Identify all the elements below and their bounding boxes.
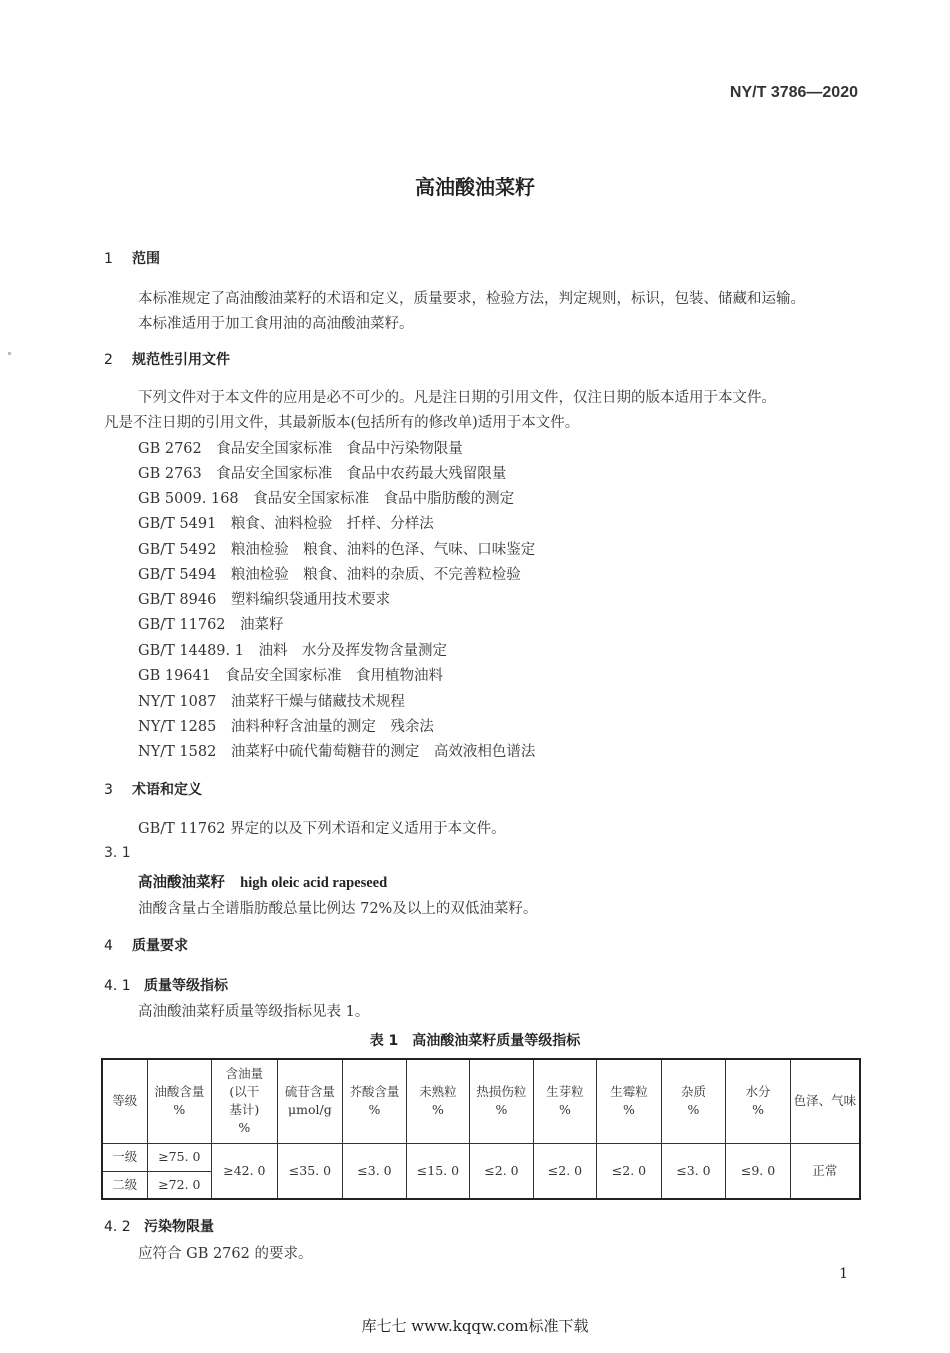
subsection-number: 3. 1: [104, 845, 131, 861]
cell-grade: 一级: [102, 1143, 147, 1171]
header-moldy: 生霉粒 %: [597, 1059, 662, 1143]
cell-immature: ≤15. 0: [406, 1143, 470, 1199]
reference-item: GB 2762 食品安全国家标准 食品中污染物限量: [138, 441, 463, 457]
header-oleic: 油酸含量 %: [147, 1059, 212, 1143]
cell-oleic: ≥75. 0: [147, 1143, 212, 1171]
section-number: 3: [104, 782, 113, 798]
subsection-number: 4. 1: [104, 978, 131, 994]
contaminant-paragraph: 应符合 GB 2762 的要求。: [138, 1246, 313, 1262]
section-4-heading: [104, 935, 188, 955]
header-glucosinolate: 硫苷含量 μmol/g: [277, 1059, 343, 1143]
reference-item: GB/T 5494 粮油检验 粮食、油料的杂质、不完善粒检验: [138, 567, 521, 583]
header-erucic: 芥酸含量 %: [343, 1059, 407, 1143]
header-immature: 未熟粒 %: [406, 1059, 470, 1143]
reference-item: NY/T 1087 油菜籽干燥与储藏技术规程: [138, 694, 405, 710]
header-oil-content: 含油量 (以干 基计) %: [212, 1059, 278, 1143]
header-heat-damaged: 热损伤粒 %: [470, 1059, 534, 1143]
section-title: 术语和定义: [132, 782, 202, 798]
cell-grade: 二级: [102, 1171, 147, 1199]
reference-item: NY/T 1285 油料种籽含油量的测定 残余法: [138, 719, 434, 735]
reference-item: GB/T 5491 粮食、油料检验 扦样、分样法: [138, 516, 434, 532]
cell-glucosinolate: ≤35. 0: [277, 1143, 343, 1199]
reference-item: GB 5009. 168 食品安全国家标准 食品中脂肪酸的测定: [138, 491, 515, 507]
header-color-odor: 色泽、气味: [790, 1059, 860, 1143]
table-caption: 表 1 高油酸油菜籽质量等级指标: [369, 1033, 581, 1049]
subsection-4-2-heading: [104, 1216, 214, 1236]
scan-speck: [8, 352, 11, 355]
scope-paragraph-1: 本标准规定了高油酸油菜籽的术语和定义，质量要求，检验方法，判定规则，标识，包装、储藏和运输。: [138, 291, 805, 307]
cell-impurity: ≤3. 0: [661, 1143, 726, 1199]
footer-watermark: 库七七 www.kqqw.com标准下载: [361, 1317, 589, 1335]
cell-oleic: ≥72. 0: [147, 1171, 212, 1199]
scope-paragraph-2: 本标准适用于加工食用油的高油酸油菜籽。: [138, 316, 414, 332]
section-title: 规范性引用文件: [132, 352, 230, 368]
section-number: 1: [104, 251, 113, 267]
section-title: 质量要求: [132, 938, 188, 954]
cell-heat-damaged: ≤2. 0: [470, 1143, 534, 1199]
reference-item: GB 19641 食品安全国家标准 食用植物油料: [138, 668, 443, 684]
cell-moldy: ≤2. 0: [597, 1143, 662, 1199]
section-number: 2: [104, 352, 113, 368]
cell-sprouted: ≤2. 0: [533, 1143, 597, 1199]
header-moisture: 水分 %: [726, 1059, 791, 1143]
header-grade: 等级: [102, 1059, 147, 1143]
references-paragraph-line-1: 下列文件对于本文件的应用是必不可少的。凡是注日期的引用文件，仅注日期的版本适用于本文件。: [138, 390, 776, 406]
section-title: 范围: [132, 251, 160, 267]
standard-code: NY/T 3786—2020: [729, 84, 858, 101]
subsection-title: 质量等级指标: [144, 978, 228, 994]
term-entry: [138, 871, 387, 892]
table-row: [102, 1143, 860, 1171]
quality-grade-table: [101, 1058, 861, 1200]
cell-oil-content: ≥42. 0: [212, 1143, 278, 1199]
reference-item: GB 2763 食品安全国家标准 食品中农药最大残留限量: [138, 466, 507, 482]
subsection-4-1-heading: [104, 975, 228, 995]
cell-color-odor: 正常: [790, 1143, 860, 1199]
cell-erucic: ≤3. 0: [343, 1143, 407, 1199]
subsection-title: 污染物限量: [144, 1219, 214, 1235]
header-sprouted: 生芽粒 %: [533, 1059, 597, 1143]
reference-item: GB/T 14489. 1 油料 水分及挥发物含量测定: [138, 643, 447, 659]
reference-item: NY/T 1582 油菜籽中硫代葡萄糖苷的测定 高效液相色谱法: [138, 744, 536, 760]
section-1-heading: [104, 248, 160, 268]
reference-item: GB/T 8946 塑料编织袋通用技术要求: [138, 592, 391, 608]
terms-paragraph: GB/T 11762 界定的以及下列术语和定义适用于本文件。: [138, 821, 506, 837]
term-chinese: 高油酸油菜籽: [138, 875, 225, 891]
header-impurity: 杂质 %: [661, 1059, 726, 1143]
table-header-row: [102, 1059, 860, 1143]
section-2-heading: [104, 349, 230, 369]
term-english: high oleic acid rapeseed: [240, 875, 388, 891]
reference-item: GB/T 5492 粮油检验 粮食、油料的色泽、气味、口味鉴定: [138, 542, 536, 558]
section-number: 4: [104, 938, 113, 954]
quality-grade-paragraph: 高油酸油菜籽质量等级指标见表 1。: [138, 1004, 370, 1020]
cell-moisture: ≤9. 0: [726, 1143, 791, 1199]
references-paragraph-line-2: 凡是不注日期的引用文件，其最新版本(包括所有的修改单)适用于本文件。: [104, 415, 580, 431]
reference-item: GB/T 11762 油菜籽: [138, 617, 284, 633]
section-3-heading: [104, 779, 202, 799]
document-title: 高油酸油菜籽: [415, 175, 535, 199]
term-definition: 油酸含量占全谱脂肪酸总量比例达 72%及以上的双低油菜籽。: [138, 901, 538, 917]
subsection-number: 4. 2: [104, 1219, 131, 1235]
page-number: 1: [839, 1266, 848, 1282]
